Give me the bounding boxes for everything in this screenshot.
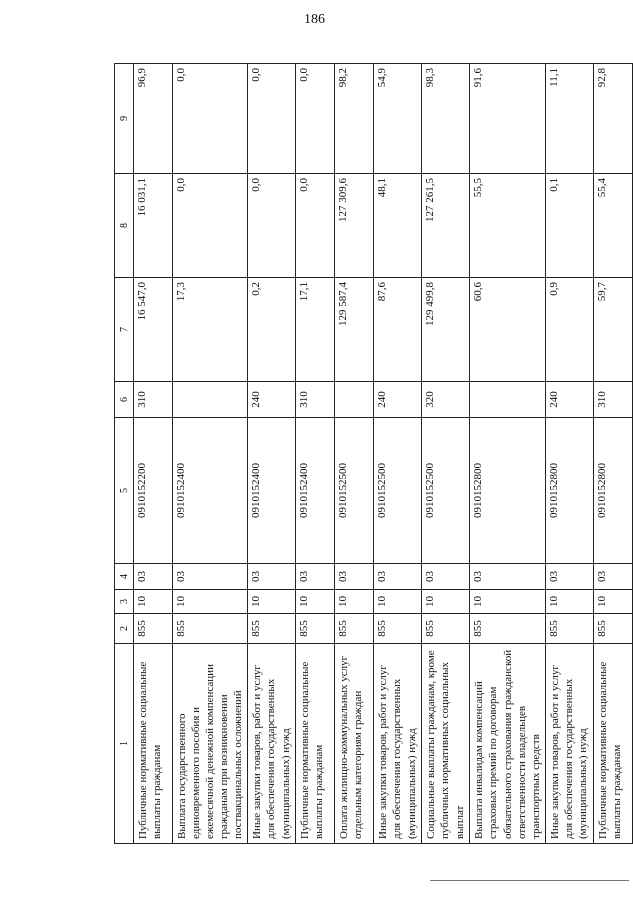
- table-cell: 310: [593, 382, 632, 418]
- table-cell: 48,1: [374, 174, 422, 278]
- table-cell: 03: [296, 564, 335, 590]
- column-header-2: 2: [115, 614, 134, 644]
- table-cell: 0910152800: [593, 418, 632, 564]
- page-number: 186: [304, 12, 325, 27]
- row-description: Публичные нормативные социальные выплаты гражданам: [134, 644, 173, 844]
- table-row: [374, 64, 422, 844]
- table-cell: 855: [335, 614, 374, 644]
- table-cell: 55,5: [470, 174, 545, 278]
- table-cell: 10: [422, 590, 470, 614]
- column-header-6: 6: [115, 382, 134, 418]
- table-cell: 320: [422, 382, 470, 418]
- row-description: Публичные нормативные социальные выплаты гражданам: [593, 644, 632, 844]
- table-cell: 10: [470, 590, 545, 614]
- rotated-table-wrapper: [114, 64, 623, 844]
- table-cell: 127 261,5: [422, 174, 470, 278]
- table-cell: 127 309,6: [335, 174, 374, 278]
- table-cell: 0,2: [248, 278, 296, 382]
- table-cell: 310: [134, 382, 173, 418]
- row-description: Выплата инвалидам компенсаций страховых премий по договорам обязательного страхования гражданской ответственности владельцев транспортных средств: [470, 644, 545, 844]
- table-cell: 10: [374, 590, 422, 614]
- table-row: [248, 64, 296, 844]
- table-cell: 0910152800: [470, 418, 545, 564]
- table-cell: 310: [296, 382, 335, 418]
- table-cell: 855: [422, 614, 470, 644]
- column-header-1: 1: [115, 644, 134, 844]
- table-cell: 03: [374, 564, 422, 590]
- table-cell: 92,8: [593, 64, 632, 174]
- column-header-5: 5: [115, 418, 134, 564]
- table-cell: 855: [248, 614, 296, 644]
- table-cell: 0910152200: [134, 418, 173, 564]
- table-body: [134, 64, 633, 844]
- table-cell: 87,6: [374, 278, 422, 382]
- table-header-row: [115, 64, 134, 844]
- table-cell: 98,2: [335, 64, 374, 174]
- table-cell: 0910152500: [374, 418, 422, 564]
- table-cell: 10: [593, 590, 632, 614]
- table-cell: [335, 382, 374, 418]
- table-cell: 10: [134, 590, 173, 614]
- table-row: [470, 64, 545, 844]
- table-cell: 17,3: [173, 278, 248, 382]
- table-cell: 11,1: [545, 64, 593, 174]
- row-description: Социальные выплаты гражданам, кроме публичных нормативных социальных выплат: [422, 644, 470, 844]
- column-header-9: 9: [115, 64, 134, 174]
- table-cell: 0,1: [545, 174, 593, 278]
- table-cell: 10: [335, 590, 374, 614]
- budget-table: [114, 63, 633, 844]
- table-cell: [173, 382, 248, 418]
- budget-table-frame: [114, 64, 623, 844]
- table-cell: 03: [593, 564, 632, 590]
- column-header-3: 3: [115, 590, 134, 614]
- table-cell: 0,0: [296, 64, 335, 174]
- table-row: [134, 64, 173, 844]
- table-cell: 0,0: [248, 174, 296, 278]
- table-cell: 10: [173, 590, 248, 614]
- table-cell: 855: [296, 614, 335, 644]
- table-cell: 10: [296, 590, 335, 614]
- table-cell: 0910152400: [248, 418, 296, 564]
- table-cell: 0910152500: [422, 418, 470, 564]
- table-row: [593, 64, 632, 844]
- table-cell: 03: [173, 564, 248, 590]
- table-cell: 855: [173, 614, 248, 644]
- table-cell: 0910152800: [545, 418, 593, 564]
- row-description: Иные закупки товаров, работ и услуг для обеспечения государственных (муниципальных) нужд: [374, 644, 422, 844]
- table-cell: 55,4: [593, 174, 632, 278]
- table-cell: 855: [374, 614, 422, 644]
- table-cell: 03: [470, 564, 545, 590]
- table-row: [335, 64, 374, 844]
- bottom-rule: [430, 880, 629, 881]
- table-row: [173, 64, 248, 844]
- table-cell: 16 031,1: [134, 174, 173, 278]
- row-description: Выплата государственного единовременного пособия и ежемесячной денежной компенсации гражданам при возникновении поствакцинальных осложнений: [173, 644, 248, 844]
- table-cell: 0,0: [248, 64, 296, 174]
- table-cell: 03: [335, 564, 374, 590]
- table-cell: 855: [134, 614, 173, 644]
- row-description: Публичные нормативные социальные выплаты гражданам: [296, 644, 335, 844]
- table-cell: 855: [470, 614, 545, 644]
- table-cell: 0,0: [173, 174, 248, 278]
- table-cell: 03: [248, 564, 296, 590]
- column-header-7: 7: [115, 278, 134, 382]
- table-cell: 0,0: [173, 64, 248, 174]
- table-row: [422, 64, 470, 844]
- table-cell: 855: [545, 614, 593, 644]
- table-cell: 240: [545, 382, 593, 418]
- table-cell: 03: [134, 564, 173, 590]
- table-cell: 0,9: [545, 278, 593, 382]
- table-cell: 129 499,8: [422, 278, 470, 382]
- table-cell: 855: [593, 614, 632, 644]
- table-cell: 16 547,0: [134, 278, 173, 382]
- table-cell: 0,0: [296, 174, 335, 278]
- table-cell: 0910152500: [335, 418, 374, 564]
- table-cell: 91,6: [470, 64, 545, 174]
- table-cell: 10: [248, 590, 296, 614]
- row-description: Иные закупки товаров, работ и услуг для обеспечения государственных (муниципальных) нужд: [248, 644, 296, 844]
- row-description: Иные закупки товаров, работ и услуг для обеспечения государственных (муниципальных) нужд: [545, 644, 593, 844]
- table-cell: 98,3: [422, 64, 470, 174]
- table-cell: 60,6: [470, 278, 545, 382]
- table-cell: 129 587,4: [335, 278, 374, 382]
- table-cell: 10: [545, 590, 593, 614]
- table-cell: 17,1: [296, 278, 335, 382]
- column-header-4: 4: [115, 564, 134, 590]
- table-cell: 0910152400: [173, 418, 248, 564]
- table-cell: 0910152400: [296, 418, 335, 564]
- table-cell: 96,9: [134, 64, 173, 174]
- table-cell: 03: [422, 564, 470, 590]
- table-cell: [470, 382, 545, 418]
- table-cell: 240: [248, 382, 296, 418]
- table-cell: 54,9: [374, 64, 422, 174]
- table-row: [545, 64, 593, 844]
- row-description: Оплата жилищно-коммунальных услуг отдельным категориям граждан: [335, 644, 374, 844]
- table-cell: 240: [374, 382, 422, 418]
- column-header-8: 8: [115, 174, 134, 278]
- table-cell: 59,7: [593, 278, 632, 382]
- table-cell: 03: [545, 564, 593, 590]
- table-row: [296, 64, 335, 844]
